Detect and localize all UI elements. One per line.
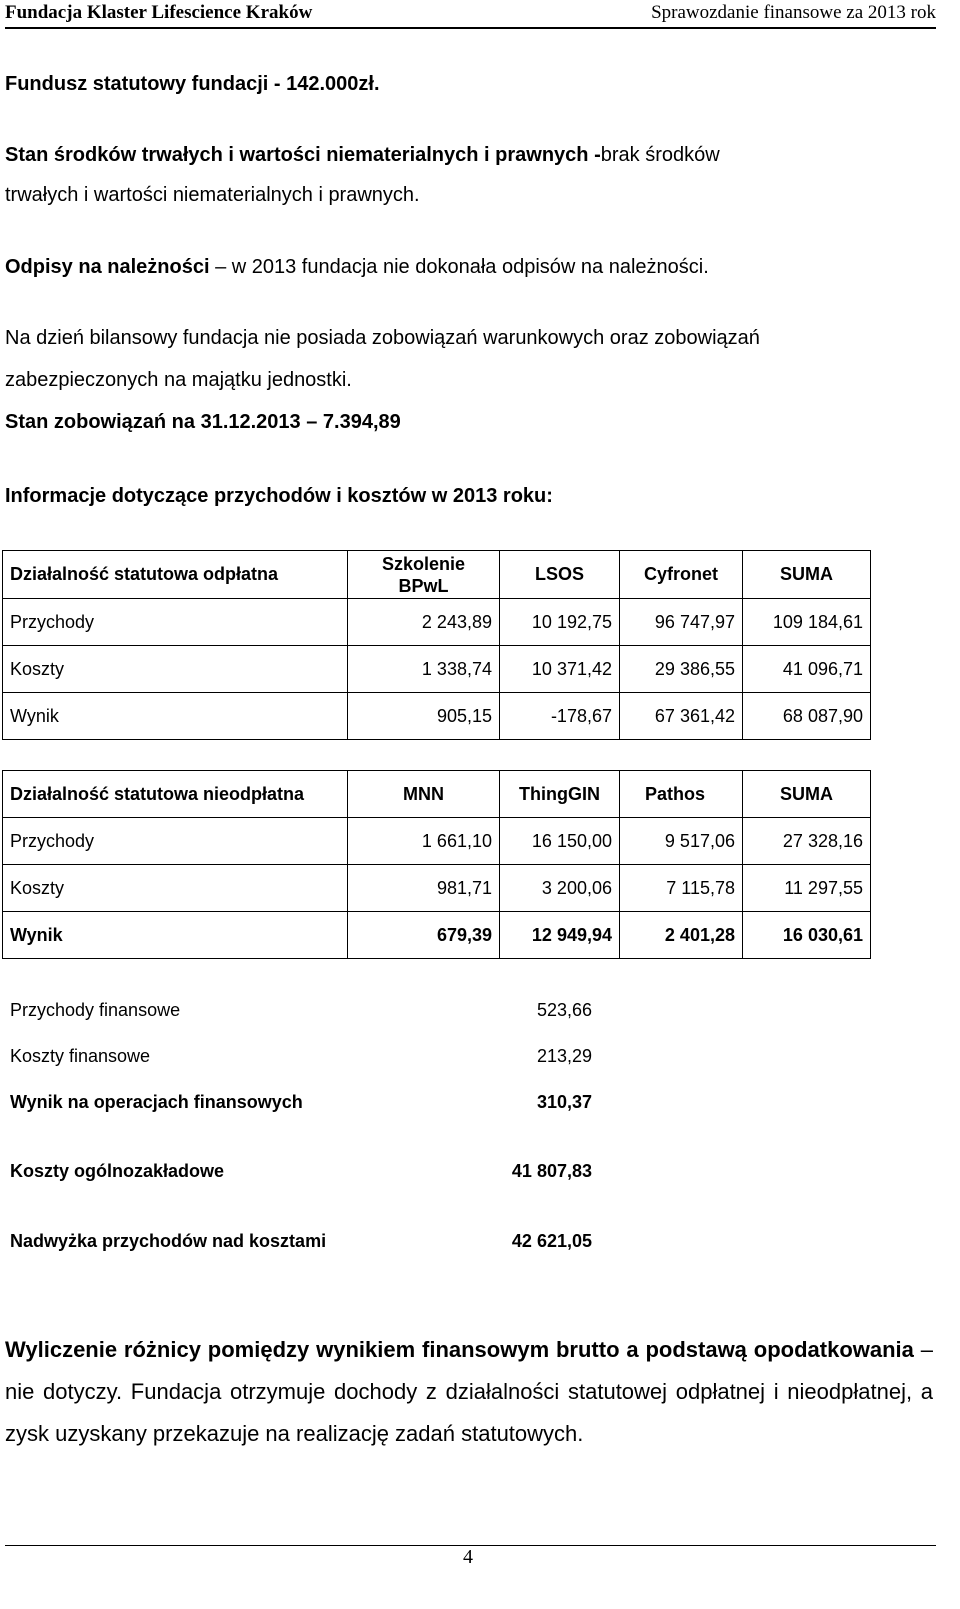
table-row	[3, 646, 871, 693]
fixed-assets-paragraph	[5, 134, 935, 216]
table-header-row	[3, 771, 871, 818]
table-cell: 3 200,06	[500, 865, 620, 912]
income-heading: Informacje dotyczące przychodów i kosztów w 2013 roku:	[5, 485, 553, 507]
fixed-assets-rest-2: trwałych i wartości niematerialnych i prawnych.	[5, 184, 420, 206]
table-header-cell: Pathos	[620, 771, 743, 818]
table-cell: 679,39	[348, 912, 500, 959]
header-rule	[5, 27, 936, 29]
financial-costs-label: Koszty finansowe	[10, 1046, 151, 1066]
table-cell: 9 517,06	[620, 818, 743, 865]
table-row	[3, 865, 871, 912]
table-header-cell: Działalność statutowa nieodpłatna	[3, 771, 348, 818]
liabilities-line-1: Na dzień bilansowy fundacja nie posiada zobowiązań warunkowych oraz zobowiązań	[5, 327, 760, 349]
table-cell: 981,71	[348, 865, 500, 912]
header-report-title: Sprawozdanie finansowe za 2013 rok	[651, 2, 936, 23]
table-header-cell: Szkolenie BPwL	[348, 551, 500, 599]
table-cell: 41 096,71	[743, 646, 871, 693]
table-cell: 68 087,90	[743, 693, 871, 740]
table-cell: 96 747,97	[620, 599, 743, 646]
financial-revenue-label: Przychody finansowe	[10, 1000, 181, 1020]
financial-result-label: Wynik na operacjach finansowych	[10, 1092, 303, 1112]
table-cell: 27 328,16	[743, 818, 871, 865]
table-header-cell: MNN	[348, 771, 500, 818]
table-header-cell: Działalność statutowa odpłatna	[3, 551, 348, 599]
liabilities-line-2: zabezpieczonych na majątku jednostki.	[5, 369, 352, 391]
table-cell: 1 338,74	[348, 646, 500, 693]
unpaid-activity-table	[2, 770, 871, 959]
table-cell: Przychody	[3, 599, 348, 646]
closing-bold: Wyliczenie różnicy pomiędzy wynikiem finansowym brutto a podstawą opodatkowania	[5, 1337, 914, 1362]
closing-paragraph	[5, 1329, 933, 1455]
header-organization: Fundacja Klaster Lifescience Kraków	[5, 2, 313, 23]
overhead-costs-value: 41 807,83	[511, 1161, 592, 1181]
table-cell: Wynik	[3, 912, 348, 959]
table-row	[3, 599, 871, 646]
closing-dash: –	[913, 1337, 933, 1362]
overhead-costs-label: Koszty ogólnozakładowe	[10, 1161, 225, 1181]
table-row	[3, 693, 871, 740]
statutory-fund: Fundusz statutowy fundacji - 142.000zł.	[5, 73, 380, 95]
table-header-cell: Cyfronet	[620, 551, 743, 599]
table-header-cell: SUMA	[743, 551, 871, 599]
table-cell: 109 184,61	[743, 599, 871, 646]
table-row	[3, 818, 871, 865]
page-number: 4	[463, 1546, 473, 1568]
table-cell: 1 661,10	[348, 818, 500, 865]
table-cell: Koszty	[3, 865, 348, 912]
table-cell: 10 192,75	[500, 599, 620, 646]
table-cell: 7 115,78	[620, 865, 743, 912]
table-header-cell: SUMA	[743, 771, 871, 818]
page-header	[5, 0, 936, 26]
fixed-assets-bold: Stan środków trwałych i wartości niematerialnych i prawnych -	[5, 144, 601, 166]
liabilities-state: Stan zobowiązań na 31.12.2013 – 7.394,89	[5, 411, 401, 433]
fixed-assets-rest-1: brak środków	[600, 144, 720, 166]
writeoffs-bold: Odpisy na należności	[5, 256, 210, 278]
table-cell: 12 949,94	[500, 912, 620, 959]
table-header-cell: ThingGIN	[500, 771, 620, 818]
closing-rest: nie dotyczy. Fundacja otrzymuje dochody z działalności statutowej odpłatnej i nieodpłatnej, a zysk uzyskany przekazuje na realizację zadań statutowych.	[5, 1379, 933, 1446]
table-header-cell: LSOS	[500, 551, 620, 599]
table-cell: 905,15	[348, 693, 500, 740]
table-cell: 16 030,61	[743, 912, 871, 959]
financial-revenue-value: 523,66	[536, 1000, 592, 1020]
writeoffs-paragraph	[5, 246, 935, 288]
financial-result-value: 310,37	[536, 1092, 592, 1112]
table-cell: -178,67	[500, 693, 620, 740]
table-cell: 67 361,42	[620, 693, 743, 740]
financial-costs-value: 213,29	[536, 1046, 592, 1066]
table-header-row	[3, 551, 871, 599]
table-cell: Koszty	[3, 646, 348, 693]
surplus-value: 42 621,05	[511, 1231, 592, 1251]
table-cell: Przychody	[3, 818, 348, 865]
paid-activity-table	[2, 550, 871, 740]
table-row	[3, 912, 871, 959]
table-cell: 10 371,42	[500, 646, 620, 693]
table-cell: 16 150,00	[500, 818, 620, 865]
table-cell: 11 297,55	[743, 865, 871, 912]
surplus-label: Nadwyżka przychodów nad kosztami	[10, 1231, 327, 1251]
table-cell: Wynik	[3, 693, 348, 740]
writeoffs-rest: – w 2013 fundacja nie dokonała odpisów na należności.	[209, 256, 709, 278]
table-cell: 29 386,55	[620, 646, 743, 693]
table-cell: 2 243,89	[348, 599, 500, 646]
table-cell: 2 401,28	[620, 912, 743, 959]
